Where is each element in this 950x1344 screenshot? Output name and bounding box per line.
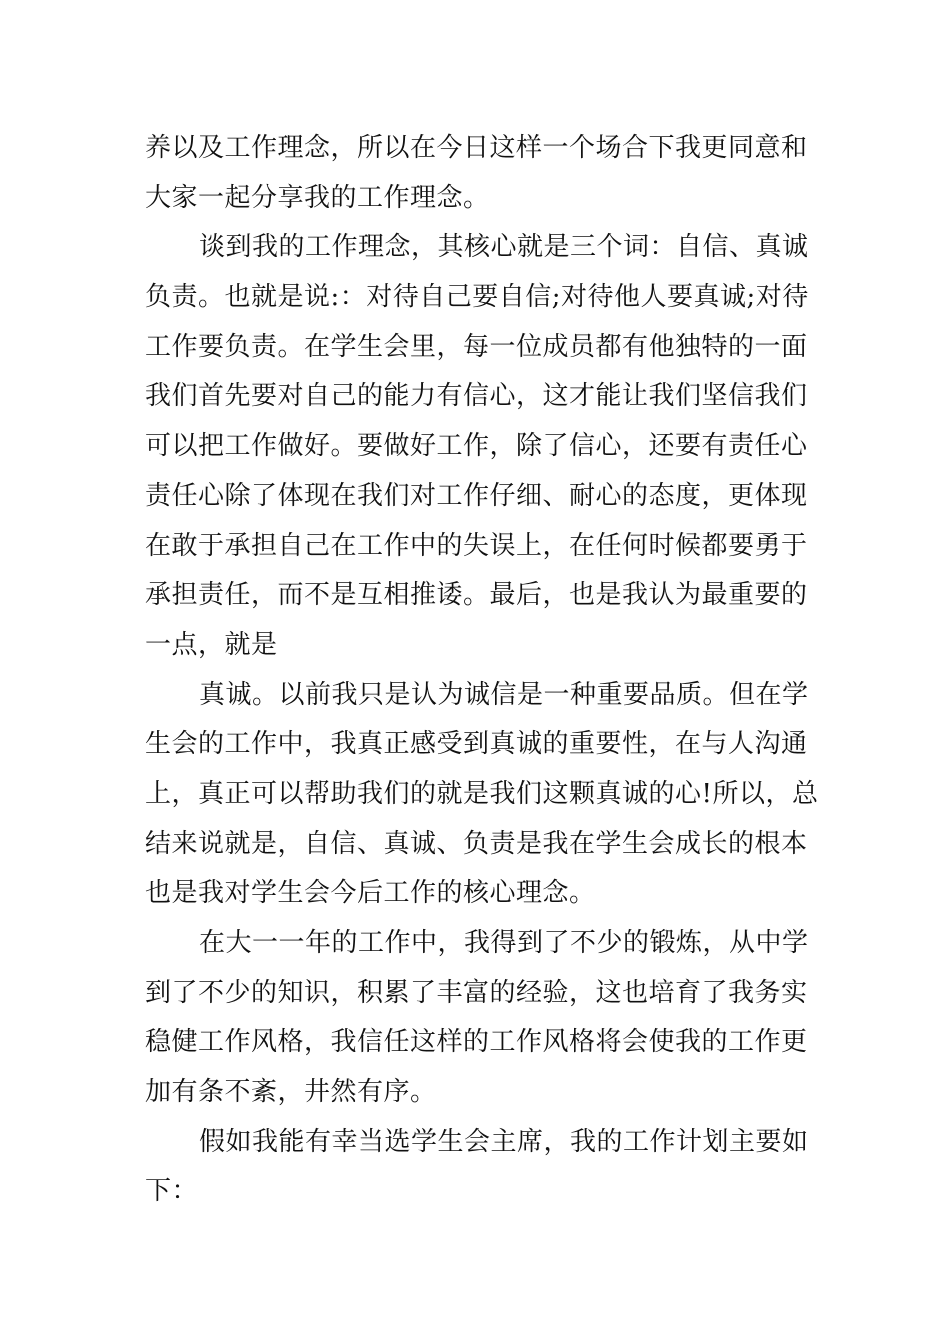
- text-line: 上，真正可以帮助我们的就是我们这颗真诚的心!所以，总: [145, 778, 819, 809]
- paragraph-start-line: 假如我能有幸当选学生会主席，我的工作计划主要如: [199, 1126, 809, 1157]
- text-line: 结来说就是，自信、真诚、负责是我在学生会成长的根本: [145, 828, 808, 859]
- text-line: 也是我对学生会今后工作的核心理念。: [145, 878, 596, 909]
- text-line: 责任心除了体现在我们对工作仔细、耐心的态度，更体现: [145, 480, 808, 511]
- text-line: 承担责任，而不是互相推诿。最后，也是我认为最重要的: [145, 580, 808, 611]
- text-line: 加有条不紊，井然有序。: [145, 1077, 437, 1108]
- paragraph-start-line: 真诚。以前我只是认为诚信是一种重要品质。但在学: [199, 679, 809, 710]
- text-line: 一点，就是: [145, 629, 278, 660]
- paragraph-start-line: 谈到我的工作理念，其核心就是三个词：自信、真诚: [199, 232, 809, 263]
- document-body: [145, 124, 819, 1217]
- text-line: 大家一起分享我的工作理念。: [145, 182, 490, 213]
- text-line: 我们首先要对自己的能力有信心，这才能让我们坚信我们: [145, 381, 808, 412]
- text-line: 下：: [145, 1176, 199, 1207]
- text-line: 养以及工作理念，所以在今日这样一个场合下我更同意和: [145, 133, 808, 163]
- text-line: 到了不少的知识，积累了丰富的经验，这也培育了我务实: [145, 977, 808, 1008]
- text-line: 可以把工作做好。要做好工作，除了信心，还要有责任心: [145, 431, 808, 462]
- text-line: 稳健工作风格，我信任这样的工作风格将会使我的工作更: [145, 1027, 808, 1058]
- text-line: 工作要负责。在学生会里，每一位成员都有他独特的一面: [145, 331, 808, 362]
- text-line: 生会的工作中，我真正感受到真诚的重要性，在与人沟通: [145, 729, 808, 760]
- paragraph-start-line: 在大一一年的工作中，我得到了不少的锻炼，从中学: [199, 928, 809, 958]
- text-line: 在敢于承担自己在工作中的失误上，在任何时候都要勇于: [145, 530, 808, 561]
- text-line: 负责。也就是说:：对待自己要自信;对待他人要真诚;对待: [145, 282, 809, 313]
